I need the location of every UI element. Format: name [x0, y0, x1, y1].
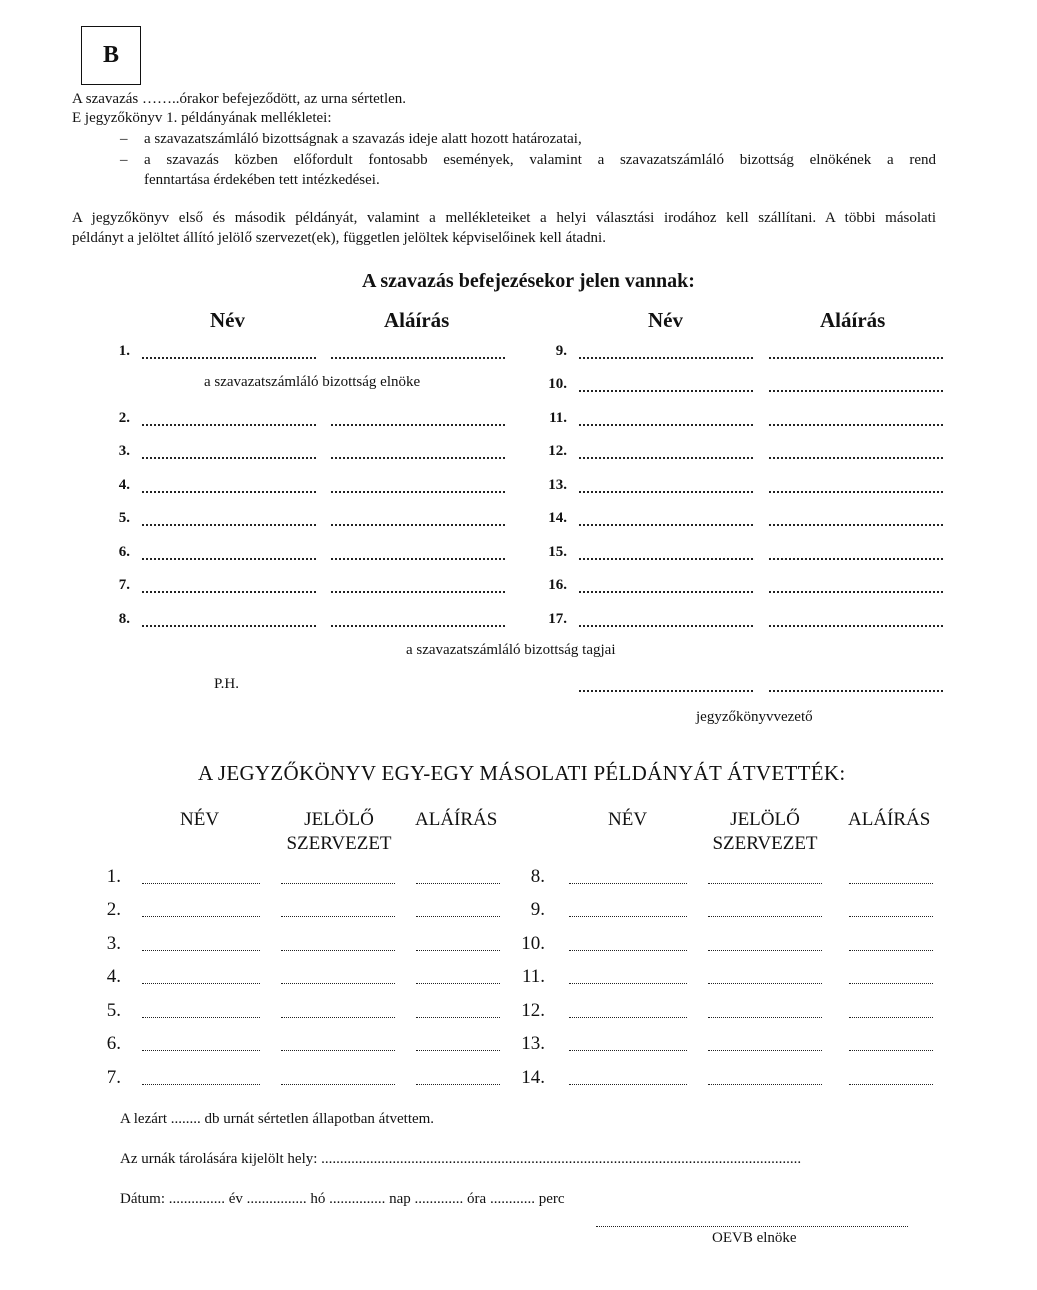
urn-received-line: A lezárt ........ db urnát sértetlen állapotban átvettem. [120, 1111, 435, 1127]
copies-col-org-line1: JELÖLŐ [304, 809, 374, 830]
attendance-signature-field[interactable] [331, 457, 505, 459]
attendance-signature-field[interactable] [769, 625, 943, 627]
chair-signature-dots[interactable] [596, 1226, 908, 1227]
copies-row-number-right: 9. [530, 899, 545, 920]
copies-row-number-right: 12. [521, 1000, 545, 1021]
copies-organization-field[interactable] [708, 1084, 822, 1085]
attendance-name-field[interactable] [579, 357, 753, 359]
attendance-signature-field[interactable] [769, 357, 943, 359]
attendance-name-field[interactable] [142, 424, 316, 426]
attendance-row-number-right: 17. [548, 611, 567, 627]
form-letter-box: B [81, 26, 141, 85]
copies-col-org-line1: JELÖLŐ [730, 809, 800, 830]
copies-organization-field[interactable] [281, 983, 395, 984]
instruction-paragraph-line-1: A jegyzőkönyv első és második példányát, valamint a mellékleteiket a helyi választási irodához kell szállítani. A többi másolati [72, 210, 936, 226]
attendance-signature-field[interactable] [769, 457, 943, 459]
attendance-heading: A szavazás befejezésekor jelen vannak: [362, 270, 695, 292]
chair-caption: a szavazatszámláló bizottság elnöke [204, 374, 421, 390]
copies-name-field[interactable] [142, 1017, 260, 1018]
copies-name-field[interactable] [142, 1050, 260, 1051]
attendance-row-number-left: 7. [118, 577, 130, 593]
attendance-row-number-right: 16. [548, 577, 567, 593]
copies-signature-field[interactable] [416, 883, 500, 884]
copies-row-number-right: 13. [521, 1033, 545, 1054]
attendance-name-field[interactable] [579, 491, 753, 493]
attendance-row-number-right: 10. [548, 376, 567, 392]
copies-col-signature-right: ALÁÍRÁS [848, 809, 931, 830]
attendance-signature-field[interactable] [331, 625, 505, 627]
copies-row-number-left: 5. [106, 1000, 121, 1021]
col-header-signature-left: Aláírás [384, 308, 450, 332]
attendance-name-field[interactable] [142, 491, 316, 493]
attendance-name-field[interactable] [142, 625, 316, 627]
attendance-name-field[interactable] [579, 591, 753, 593]
attendance-name-field[interactable] [579, 625, 753, 627]
copies-col-org-line2: SZERVEZET [712, 833, 818, 854]
attendance-name-field[interactable] [142, 558, 316, 560]
attendance-signature-field[interactable] [331, 491, 505, 493]
instruction-paragraph-line-2: példányt a jelöltet állító jelölő szervezet(ek), független jelöltek képviselőinek kell átadni. [72, 230, 606, 246]
copies-heading: A JEGYZŐKÖNYV EGY-EGY MÁSOLATI PÉLDÁNYÁT ÁTVETTÉK: [198, 761, 846, 785]
copies-organization-field[interactable] [281, 1017, 395, 1018]
copies-organization-field[interactable] [281, 883, 395, 884]
bullet-2-line-1: a szavazás közben előfordult fontosabb események, valamint a szavazatszámláló bizottság elnökének a rend [144, 152, 936, 168]
attendance-signature-field[interactable] [769, 558, 943, 560]
col-header-signature-right: Aláírás [820, 308, 886, 332]
copies-name-field[interactable] [142, 916, 260, 917]
copies-row-number-left: 1. [106, 866, 121, 887]
copies-signature-field[interactable] [416, 983, 500, 984]
stamp-label: P.H. [214, 676, 240, 692]
copies-row-number-right: 10. [521, 933, 545, 954]
attendance-name-field[interactable] [142, 591, 316, 593]
copies-name-field[interactable] [142, 983, 260, 984]
attendance-row-number-left: 3. [118, 443, 130, 459]
attendance-name-field[interactable] [579, 390, 753, 392]
copies-row-number-left: 7. [106, 1067, 121, 1088]
copies-name-field[interactable] [569, 916, 687, 917]
copies-signature-field[interactable] [849, 1084, 933, 1085]
copies-col-org-right [700, 808, 830, 856]
attendance-row-number-left: 1. [118, 343, 130, 359]
col-header-name-right: Név [648, 308, 683, 332]
copies-name-field[interactable] [569, 983, 687, 984]
copies-col-org-left [274, 808, 404, 856]
copies-signature-field[interactable] [849, 983, 933, 984]
intro-line-2: E jegyzőkönyv 1. példányának mellékletei: [72, 110, 332, 126]
attendance-signature-field[interactable] [331, 524, 505, 526]
copies-signature-field[interactable] [849, 883, 933, 884]
recorder-signature-dots[interactable] [769, 690, 943, 692]
copies-organization-field[interactable] [708, 983, 822, 984]
copies-name-field[interactable] [569, 1050, 687, 1051]
copies-row-number-left: 3. [106, 933, 121, 954]
recorder-name-dots[interactable] [579, 690, 753, 692]
copies-signature-field[interactable] [416, 950, 500, 951]
attendance-row-number-left: 8. [118, 611, 130, 627]
copies-name-field[interactable] [569, 950, 687, 951]
attendance-name-field[interactable] [579, 424, 753, 426]
attendance-signature-field[interactable] [331, 558, 505, 560]
attendance-row-number-right: 9. [555, 343, 567, 359]
oevb-chair-caption: OEVB elnöke [712, 1230, 797, 1246]
attendance-signature-field[interactable] [769, 424, 943, 426]
copies-organization-field[interactable] [281, 1084, 395, 1085]
attendance-row-number-left: 2. [118, 410, 130, 426]
copies-organization-field[interactable] [708, 950, 822, 951]
bullet-dash: – [120, 152, 128, 168]
attendance-row-number-right: 11. [549, 410, 567, 426]
copies-col-name-left: NÉV [180, 809, 220, 830]
copies-name-field[interactable] [569, 1017, 687, 1018]
attendance-name-field[interactable] [579, 524, 753, 526]
attendance-row-number-right: 12. [548, 443, 567, 459]
attendance-name-field[interactable] [142, 524, 316, 526]
intro-line-1: A szavazás ……..órakor befejeződött, az urna sértetlen. [72, 91, 407, 107]
attendance-signature-field[interactable] [331, 424, 505, 426]
copies-organization-field[interactable] [281, 1050, 395, 1051]
copies-name-field[interactable] [142, 883, 260, 884]
attendance-name-field[interactable] [579, 457, 753, 459]
copies-organization-field[interactable] [708, 883, 822, 884]
copies-organization-field[interactable] [708, 916, 822, 917]
members-caption: a szavazatszámláló bizottság tagjai [406, 642, 616, 658]
copies-row-number-right: 14. [521, 1067, 545, 1088]
copies-name-field[interactable] [569, 883, 687, 884]
bullet-2-line-2: fenntartása érdekében tett intézkedései. [144, 172, 380, 188]
copies-signature-field[interactable] [849, 1050, 933, 1051]
attendance-row-number-left: 4. [118, 477, 130, 493]
attendance-row-number-right: 14. [548, 510, 567, 526]
bullet-dash: – [120, 131, 128, 147]
attendance-name-field[interactable] [579, 558, 753, 560]
attendance-row-number-left: 6. [118, 544, 130, 560]
copies-signature-field[interactable] [416, 1017, 500, 1018]
attendance-row-number-right: 13. [548, 477, 567, 493]
col-header-name-left: Név [210, 308, 245, 332]
attendance-signature-field[interactable] [769, 524, 943, 526]
copies-signature-field[interactable] [849, 916, 933, 917]
copies-row-number-right: 11. [521, 966, 545, 987]
attendance-signature-field[interactable] [331, 357, 505, 359]
copies-signature-field[interactable] [416, 916, 500, 917]
date-line: Dátum: ............... év ................ hó ............... nap ............. óra ............ perc [120, 1191, 565, 1207]
attendance-name-field[interactable] [142, 357, 316, 359]
copies-signature-field[interactable] [849, 1017, 933, 1018]
attendance-signature-field[interactable] [769, 491, 943, 493]
copies-col-org-line2: SZERVEZET [286, 833, 392, 854]
copies-name-field[interactable] [142, 950, 260, 951]
copies-row-number-left: 2. [106, 899, 121, 920]
copies-signature-field[interactable] [849, 950, 933, 951]
attendance-signature-field[interactable] [331, 591, 505, 593]
urn-storage-line: Az urnák tárolására kijelölt hely: ................................................................................................................................ [120, 1151, 802, 1167]
copies-organization-field[interactable] [708, 1050, 822, 1051]
attendance-row-number-left: 5. [118, 510, 130, 526]
copies-organization-field[interactable] [281, 950, 395, 951]
copies-row-number-left: 4. [106, 966, 121, 987]
attendance-signature-field[interactable] [769, 591, 943, 593]
attendance-row-number-right: 15. [548, 544, 567, 560]
copies-row-number-right: 8. [530, 866, 545, 887]
bullet-1-text: a szavazatszámláló bizottságnak a szavazás ideje alatt hozott határozatai, [144, 131, 582, 147]
copies-row-number-left: 6. [106, 1033, 121, 1054]
copies-organization-field[interactable] [281, 916, 395, 917]
copies-signature-field[interactable] [416, 1084, 500, 1085]
copies-col-name-right: NÉV [608, 809, 648, 830]
copies-name-field[interactable] [569, 1084, 687, 1085]
attendance-name-field[interactable] [142, 457, 316, 459]
copies-col-signature-left: ALÁÍRÁS [415, 809, 498, 830]
copies-organization-field[interactable] [708, 1017, 822, 1018]
copies-signature-field[interactable] [416, 1050, 500, 1051]
attendance-signature-field[interactable] [769, 390, 943, 392]
recorder-caption: jegyzőkönyvvezető [696, 709, 813, 725]
copies-name-field[interactable] [142, 1084, 260, 1085]
